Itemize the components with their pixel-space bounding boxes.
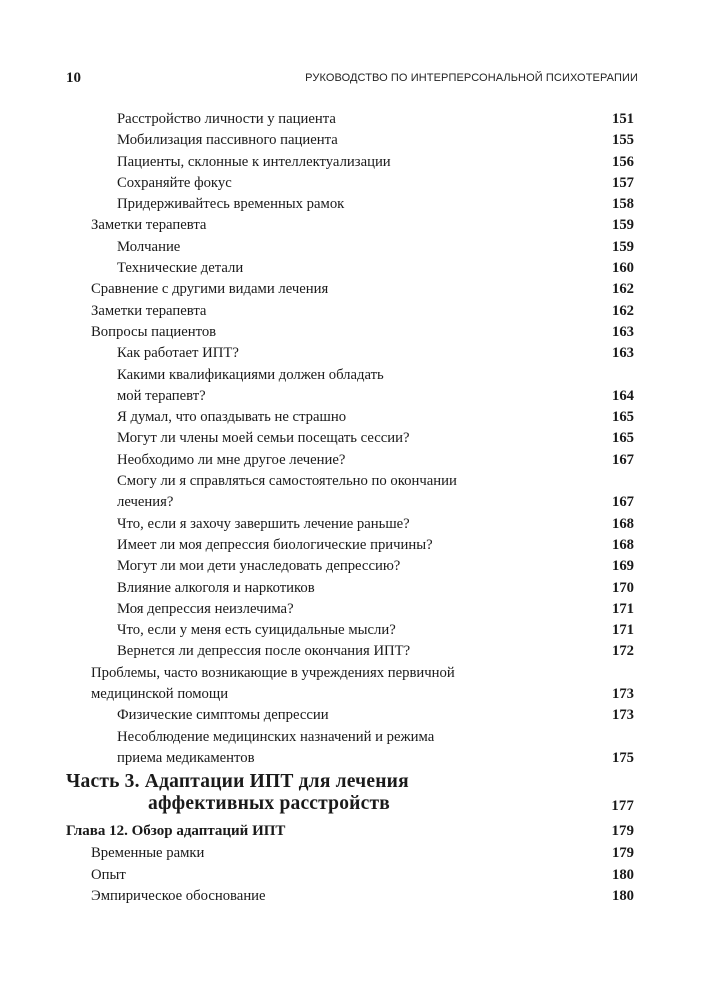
- toc-entry: [0, 258, 703, 279]
- running-title: РУКОВОДСТВО ПО ИНТЕРПЕРСОНАЛЬНОЙ ПСИХОТЕРАПИИ: [305, 72, 638, 84]
- toc-entry-page: 155: [611, 132, 634, 149]
- toc-entry: [0, 843, 703, 864]
- page-number: 10: [66, 70, 81, 86]
- toc-entry-page: 163: [611, 323, 634, 340]
- part-title-text-2: аффективных расстройств: [148, 793, 390, 815]
- toc-entry: [0, 727, 703, 748]
- part-title-line-2: [0, 793, 703, 815]
- toc-entry-page: 169: [611, 558, 634, 575]
- toc-entry: [0, 705, 703, 726]
- toc-entry-page: 175: [611, 749, 634, 766]
- toc-entry-page: 165: [611, 430, 634, 447]
- toc-entry: [0, 279, 703, 300]
- toc-entry-title: приема медикаментов: [117, 749, 255, 766]
- toc-list: [0, 109, 703, 769]
- part-title-text-1: Часть 3. Адаптации ИПТ для лечения: [66, 771, 409, 793]
- toc-entry: [0, 152, 703, 173]
- toc-entry-title: Что, если у меня есть суицидальные мысли?: [117, 622, 396, 639]
- toc-entry-title: Сохраняйте фокус: [117, 174, 232, 191]
- toc-entry: [0, 556, 703, 577]
- toc-entry-page: 180: [611, 866, 634, 883]
- toc-entry: [0, 109, 703, 130]
- toc-entry-page: 158: [611, 196, 634, 213]
- toc-entry-page: 167: [611, 494, 634, 511]
- toc-entry: [0, 535, 703, 556]
- toc-entry: [0, 173, 703, 194]
- toc-entry-title: Заметки терапевта: [91, 302, 207, 319]
- part-title-line-1: [0, 771, 703, 793]
- toc-entry: [0, 578, 703, 599]
- toc-entry: [0, 641, 703, 662]
- toc-entry-title: Вопросы пациентов: [91, 323, 217, 340]
- toc-entry: [0, 514, 703, 535]
- toc-entry: [0, 215, 703, 236]
- toc-entry-page: 173: [611, 707, 634, 724]
- toc-entry: [0, 492, 703, 513]
- toc-entry: [0, 663, 703, 684]
- toc-entry-title: Физические симптомы депрессии: [117, 707, 329, 724]
- toc-entry-page: 162: [611, 302, 634, 319]
- toc-entry: [0, 471, 703, 492]
- toc-entry-page: 156: [611, 153, 634, 170]
- toc-entry: [0, 599, 703, 620]
- toc-entry-title: лечения?: [117, 494, 174, 511]
- toc-entry-page: 173: [611, 686, 634, 703]
- toc-entry-page: 164: [611, 387, 634, 404]
- toc-entry: [0, 407, 703, 428]
- part-heading: [0, 771, 703, 815]
- toc-entry: [0, 684, 703, 705]
- toc-entry: [0, 301, 703, 322]
- toc-entry-page: 159: [611, 217, 634, 234]
- toc-entry-title: Могут ли мои дети унаследовать депрессию?: [117, 558, 401, 575]
- toc-entry-title: Заметки терапевта: [91, 217, 207, 234]
- toc-entry-title: Как работает ИПТ?: [117, 345, 239, 362]
- toc-entry-page: 171: [611, 600, 634, 617]
- toc-entry-title: Опыт: [91, 866, 126, 883]
- part-page-number: 177: [611, 798, 634, 815]
- toc-entry-page: 162: [611, 281, 634, 298]
- toc-entry-title: Необходимо ли мне другое лечение?: [117, 451, 346, 468]
- toc-entry-page: 157: [611, 174, 634, 191]
- table-of-contents: [0, 109, 703, 907]
- chapter-title: Глава 12. Обзор адаптаций ИПТ: [66, 823, 286, 840]
- toc-entry-page: 179: [611, 845, 634, 862]
- toc-entry-title: Молчание: [117, 238, 181, 255]
- toc-entry-title: Вернется ли депрессия после окончания ИПТ?: [117, 643, 411, 660]
- toc-entry: [0, 194, 703, 215]
- toc-entry: [0, 343, 703, 364]
- toc-entry: [0, 886, 703, 907]
- page-header: [66, 70, 638, 90]
- toc-entry-title: Я думал, что опаздывать не страшно: [117, 409, 347, 426]
- toc-entry: [0, 322, 703, 343]
- toc-entry-title: Расстройство личности у пациента: [117, 111, 336, 127]
- toc-entry-title: Мобилизация пассивного пациента: [117, 132, 338, 149]
- toc-entry: [0, 450, 703, 471]
- toc-entry-title: Смогу ли я справляться самостоятельно по окончании: [117, 473, 457, 490]
- toc-entry: [0, 620, 703, 641]
- toc-entry-page: 171: [611, 622, 634, 639]
- toc-entry: [0, 237, 703, 258]
- toc-entry-page: 167: [611, 451, 634, 468]
- toc-entry: [0, 428, 703, 449]
- toc-entry-title: Имеет ли моя депрессия биологические причины?: [117, 536, 433, 553]
- toc-entry-title: Проблемы, часто возникающие в учреждениях первичной: [91, 664, 455, 681]
- toc-entry: [0, 865, 703, 886]
- toc-entry-title: Что, если я захочу завершить лечение раньше?: [117, 515, 410, 532]
- toc-entry-title: Придерживайтесь временных рамок: [117, 196, 345, 213]
- toc-entry-title: Пациенты, склонные к интеллектуализации: [117, 153, 391, 170]
- toc-entry-title: Эмпирическое обоснование: [91, 887, 266, 904]
- toc-entry-page: 163: [611, 345, 634, 362]
- toc-entry-page: 168: [611, 515, 634, 532]
- toc-entry: [0, 130, 703, 151]
- toc-entry: [0, 386, 703, 407]
- toc-entry-title: Влияние алкоголя и наркотиков: [117, 579, 315, 596]
- toc-entry-page: 165: [611, 409, 634, 426]
- toc-entry-title: медицинской помощи: [91, 686, 229, 703]
- toc-entry-page: 159: [611, 238, 634, 255]
- toc-entry-title: Могут ли члены моей семьи посещать сессии?: [117, 430, 410, 447]
- toc-entry: [0, 365, 703, 386]
- toc-entry-title: Временные рамки: [91, 845, 205, 862]
- toc-entry-page: 180: [611, 887, 634, 904]
- toc-entry: [0, 748, 703, 769]
- toc-entry-page: 168: [611, 536, 634, 553]
- toc-entry-title: Несоблюдение медицинских назначений и режима: [117, 728, 435, 745]
- chapter-page-number: 179: [611, 823, 634, 840]
- toc-entry-title: Сравнение с другими видами лечения: [91, 281, 329, 298]
- toc-entry-page: 170: [611, 579, 634, 596]
- toc-list-2: [0, 843, 703, 907]
- toc-entry-title: мой терапевт?: [117, 387, 206, 404]
- toc-entry-page: 160: [611, 260, 634, 277]
- toc-entry-title: Технические детали: [117, 260, 244, 277]
- toc-entry-title: Моя депрессия неизлечима?: [117, 600, 294, 617]
- chapter-heading: [0, 819, 703, 843]
- toc-entry-title: Какими квалификациями должен обладать: [117, 366, 384, 383]
- toc-entry-page: 172: [611, 643, 634, 660]
- toc-entry-page: 151: [611, 111, 634, 127]
